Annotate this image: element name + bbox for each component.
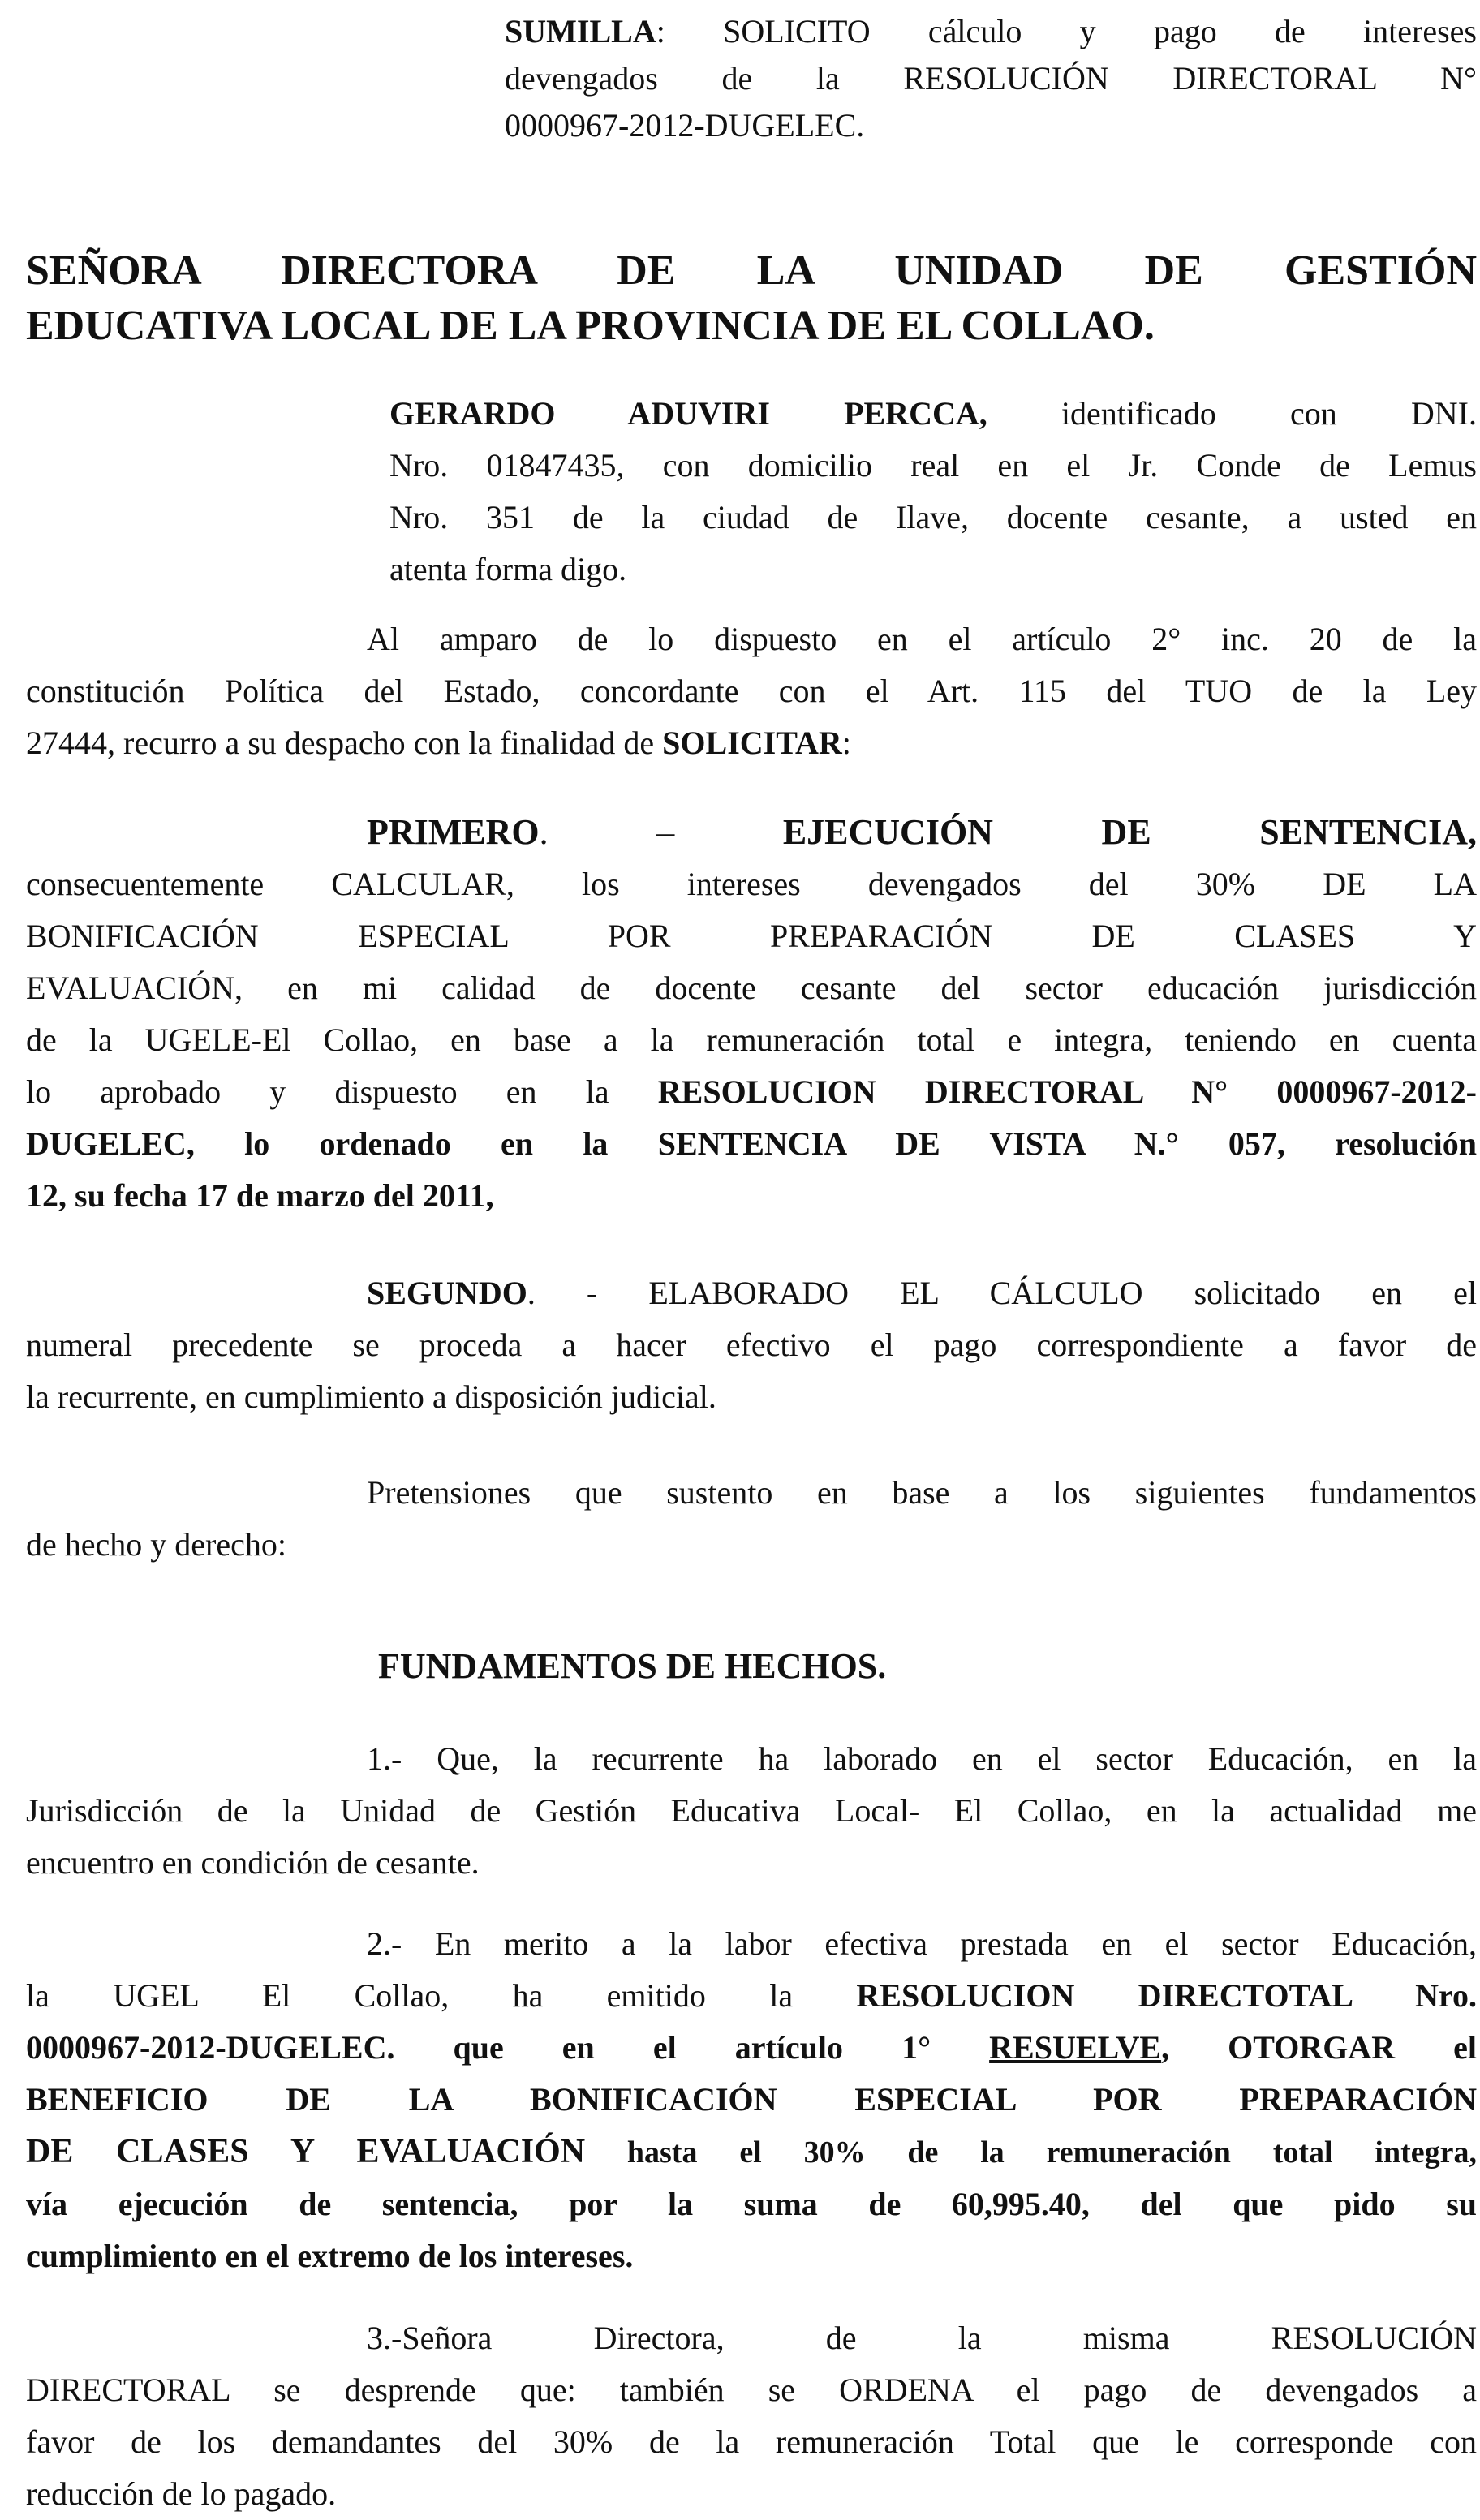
primero-line-4: EVALUACIÓN, en mi calidad de docente cesante del sector educación jurisdicción [26, 970, 1477, 1006]
addressee-line-2: EDUCATIVA LOCAL DE LA PROVINCIA DE EL COLLAO. [26, 303, 1155, 349]
f3-line-3: favor de los demandantes del 30% de la remuneración Total que le corresponde con [26, 2423, 1477, 2460]
f1-line-1: 1.- Que, la recurrente ha laborado en el sector Educación, en la [367, 1740, 1477, 1777]
segundo-heading: SEGUNDO [367, 1275, 527, 1311]
f2-line-2: la UGEL El Collao, ha emitido la RESOLUCION DIRECTOTAL Nro. [26, 1977, 1477, 2014]
f1-line-3: encuentro en condición de cesante. [26, 1844, 480, 1881]
intro-line-2: Nro. 01847435, con domicilio real en el Jr. Conde de Lemus [389, 447, 1477, 484]
sumilla-line-2: devengados de la RESOLUCIÓN DIRECTORAL N° [505, 60, 1477, 97]
segundo-line-1: SEGUNDO. - ELABORADO EL CÁLCULO solicitado en el [367, 1275, 1477, 1311]
sumilla-line-1 [505, 8, 1477, 55]
primero-paragraph [26, 806, 1477, 1222]
amparo-line-3: 27444, recurro a su despacho con la finalidad de SOLICITAR: [26, 725, 851, 761]
solicitar-keyword: SOLICITAR [662, 725, 842, 761]
segundo-line-2: numeral precedente se proceda a hacer efectivo el pago correspondiente a favor de [26, 1327, 1477, 1363]
addressee-line-1: SEÑORA DIRECTORA DE LA UNIDAD DE GESTIÓN [26, 247, 1477, 294]
segundo-line-3: la recurrente, en cumplimiento a disposición judicial. [26, 1378, 716, 1415]
sumilla-text-1: SOLICITO cálculo y pago de intereses [723, 13, 1477, 49]
primero-line-6: lo aprobado y dispuesto en la RESOLUCION DIRECTORAL N° 0000967-2012- [26, 1073, 1477, 1110]
primero-line-8: 12, su fecha 17 de marzo del 2011, [26, 1177, 494, 1214]
f2-line-1: 2.- En merito a la labor efectiva prestada en el sector Educación, [367, 1925, 1477, 1962]
f2-line-4: BENEFICIO DE LA BONIFICACIÓN ESPECIAL POR PREPARACIÓN [26, 2081, 1477, 2118]
f2-line-3: 0000967-2012-DUGELEC. que en el artículo 1° RESUELVE, OTORGAR el [26, 2029, 1477, 2066]
f3-line-2: DIRECTORAL se desprende que: también se ORDENA el pago de devengados a [26, 2372, 1477, 2408]
resolucion-ref: RESOLUCION DIRECTORAL N° 0000967-2012- [657, 1073, 1477, 1110]
segundo-paragraph [26, 1267, 1477, 1423]
f3-line-4: reducción de lo pagado. [26, 2475, 337, 2512]
fundamento-3 [26, 2312, 1477, 2520]
primero-line-3: BONIFICACIÓN ESPECIAL POR PREPARACIÓN DE CLASES Y [26, 918, 1477, 954]
fundamento-2 [26, 1918, 1477, 2282]
primero-heading: PRIMERO [367, 812, 540, 852]
intro-line-3: Nro. 351 de la ciudad de Ilave, docente cesante, a usted en [389, 499, 1477, 535]
sumilla-label: SUMILLA [505, 13, 656, 49]
primero-line-1: PRIMERO. – EJECUCIÓN DE SENTENCIA, [367, 812, 1477, 852]
fundamento-1 [26, 1733, 1477, 1889]
f2-line-7: cumplimiento en el extremo de los intereses. [26, 2238, 634, 2274]
amparo-line-2: constitución Política del Estado, concordante con el Art. 115 del TUO de la Ley [26, 673, 1477, 709]
resuelve-keyword: RESUELVE [989, 2029, 1162, 2066]
f1-line-2: Jurisdicción de la Unidad de Gestión Educativa Local- El Collao, en la actualidad me [26, 1792, 1477, 1829]
amparo-line-1: Al amparo de lo dispuesto en el artículo 2° inc. 20 de la [367, 621, 1477, 657]
sumilla-sep: : [656, 13, 724, 49]
sumilla-block [505, 8, 1477, 149]
pretensiones-paragraph [26, 1467, 1477, 1571]
intro-line-4: atenta forma digo. [389, 551, 627, 587]
primero-line-7: DUGELEC, lo ordenado en la SENTENCIA DE VISTA N.° 057, resolución [26, 1125, 1477, 1162]
fundamentos-title: FUNDAMENTOS DE HECHOS. [378, 1646, 887, 1686]
resolucion-directotal: RESOLUCION DIRECTOTAL Nro. [856, 1977, 1477, 2014]
petitioner-name: GERARDO ADUVIRI PERCCA, [389, 395, 987, 432]
f2-line-5: DE CLASES Y EVALUACIÓN hasta el 30% de la remuneración total integra, [26, 2133, 1477, 2170]
amparo-paragraph [26, 613, 1477, 769]
f2-line-6: vía ejecución de sentencia, por la suma de 60,995.40, del que pido su [26, 2186, 1477, 2222]
intro-block [389, 388, 1477, 596]
intro-text-1: identificado con DNI. [1061, 395, 1477, 432]
f3-line-1: 3.-Señora Directora, de la misma RESOLUCIÓN [367, 2320, 1477, 2356]
sumilla-line-3: 0000967-2012-DUGELEC. [505, 107, 865, 144]
intro-line-1 [389, 388, 1477, 440]
primero-line-5: de la UGELE-El Collao, en base a la remuneración total e integra, teniendo en cuenta [26, 1021, 1477, 1058]
primero-line-2: consecuentemente CALCULAR, los intereses devengados del 30% DE LA [26, 866, 1477, 902]
addressee [26, 243, 1477, 354]
pretensiones-line-1: Pretensiones que sustento en base a los siguientes fundamentos [367, 1474, 1477, 1511]
pretensiones-line-2: de hecho y derecho: [26, 1526, 286, 1563]
